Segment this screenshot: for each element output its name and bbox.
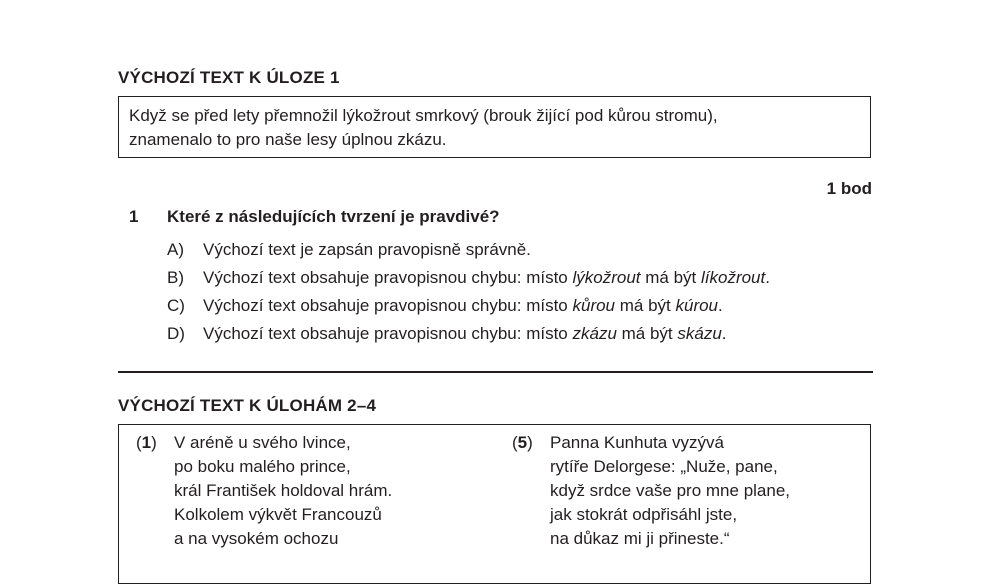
option-text: . [721, 324, 727, 343]
option-text: má být [615, 296, 676, 315]
option-word-proposed: líkožrout [700, 268, 766, 287]
option-word-original: kůrou [572, 296, 616, 315]
option-b[interactable] [167, 268, 770, 288]
poem-line: V aréně u svého lvince, [174, 433, 351, 452]
option-text: Výchozí text je zapsán pravopisně správně. [203, 240, 531, 259]
option-text: má být [616, 324, 678, 343]
stanza-number: (5) [512, 433, 533, 452]
option-letter: A) [167, 240, 184, 259]
question-text: Které z následujících tvrzení je pravdivé? [167, 207, 500, 226]
poem-line: Kolkolem výkvět Francouzů [174, 505, 382, 524]
section2-heading: VÝCHOZÍ TEXT K ÚLOHÁM 2–4 [118, 396, 377, 415]
option-letter: D) [167, 324, 185, 343]
poem-line: když srdce vaše pro mne plane, [550, 481, 791, 500]
poem-line: král František holdoval hrám. [174, 481, 393, 500]
option-text: . [718, 296, 723, 315]
option-word-proposed: skázu [677, 324, 722, 343]
section1-heading: VÝCHOZÍ TEXT K ÚLOZE 1 [118, 68, 340, 87]
stanza-number-value: 1 [141, 433, 152, 452]
poem-line: na důkaz mi ji přineste.“ [550, 529, 730, 548]
poem-line: rytíře Delorgese: „Nuže, pane, [550, 457, 778, 476]
option-word-original: lýkožrout [572, 268, 641, 287]
option-word-original: zkázu [572, 324, 617, 343]
option-d[interactable] [167, 324, 727, 344]
source-line: Když se před lety přemnožil lýkožrout smrkový (brouk žijící pod kůrou stromu), [129, 106, 718, 125]
poem-line: a na vysokém ochozu [174, 529, 339, 548]
option-word-proposed: kúrou [675, 296, 719, 315]
option-text: Výchozí text obsahuje pravopisnou chybu: místo [203, 324, 573, 343]
poem-line: po boku malého prince, [174, 457, 351, 476]
stanza-number-value: 5 [517, 433, 528, 452]
poem-line: Panna Kunhuta vyzývá [550, 433, 724, 452]
option-text: Výchozí text obsahuje pravopisnou chybu: místo [203, 296, 573, 315]
option-a[interactable] [167, 240, 531, 260]
option-letter: C) [167, 296, 185, 315]
option-letter: B) [167, 268, 184, 287]
source-text-box-2 [118, 424, 871, 584]
option-text: . [765, 268, 770, 287]
poem-line: jak stokrát odpřisáhl jste, [550, 505, 738, 524]
section-divider [118, 371, 873, 373]
option-text: má být [640, 268, 701, 287]
source-text-box-1 [118, 96, 871, 158]
stanza-number: (1) [136, 433, 157, 452]
source-line: znamenalo to pro naše lesy úplnou zkázu. [129, 130, 447, 149]
question-number: 1 [129, 207, 139, 226]
option-text: Výchozí text obsahuje pravopisnou chybu: místo [203, 268, 573, 287]
option-c[interactable] [167, 296, 723, 316]
points-label: 1 bod [826, 179, 872, 198]
